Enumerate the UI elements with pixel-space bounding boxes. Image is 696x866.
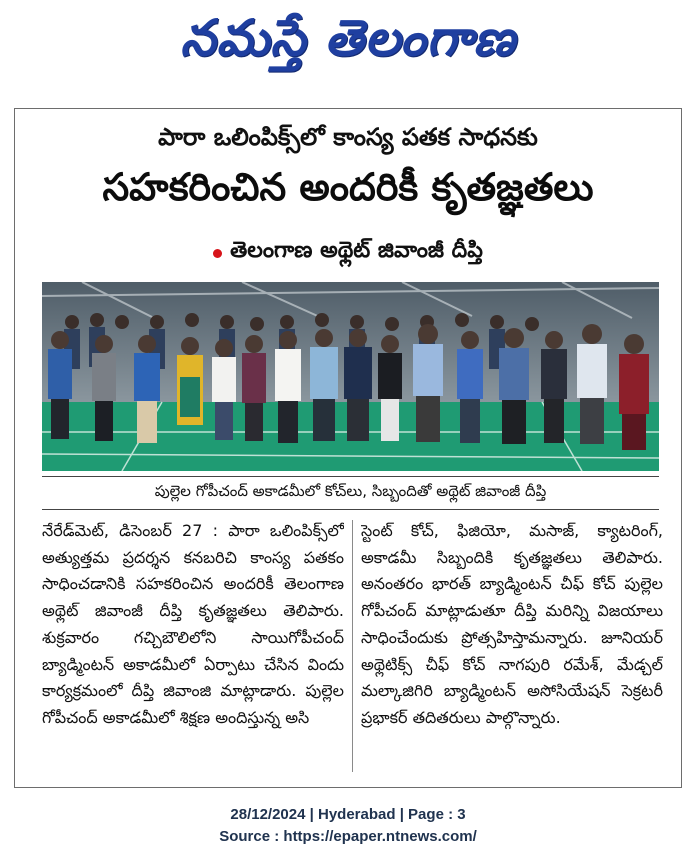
subhead-text: తెలంగాణ అథ్లెట్ జివాంజీ దీప్తి bbox=[230, 238, 483, 263]
newspaper-logo: నమస్తే తెలంగాణ bbox=[180, 8, 516, 67]
footer-source-line: Source : https://epaper.ntnews.com/ bbox=[219, 828, 477, 845]
photo-caption: పుల్లెల గోపీచంద్ అకాడమీలో కోచ్‌లు, సిబ్బందితో అథ్లెట్ జివాంజీ దీప్తి bbox=[42, 476, 659, 510]
group-photo bbox=[42, 282, 659, 471]
article-column-right: స్టెంట్ కోచ్, ఫిజియో, మసాజ్, క్యాటరింగ్, అకాడమీ సిబ్బందికి కృతజ్ఞతలు తెలిపారు. అనంతరం భారత్ బ్యాడ్మింటన్ చీఫ్ కోచ్ పుల్లెల గోపీచంద్ మాట్లాడుతూ దీప్తి మరిన్ని విజయాలు సాధించేందుకు ప్రోత్సహిస్తామన్నారు. జూనియర్ అథ్లెటిక్స్ చీఫ్ కోచ్ నాగపురి రమేశ్, మేడ్చల్ మల్కాజిగిరి బ్యాడ్మింటన్ అసోసియేషన్ సెక్రటరీ ప్రభాకర్ తదితరులు పాల్గొన్నారు. bbox=[361, 521, 663, 727]
group-photo-illustration bbox=[42, 282, 659, 471]
masthead bbox=[0, 0, 696, 88]
footer-date-line: 28/12/2024 | Hyderabad | Page : 3 bbox=[230, 806, 466, 823]
article-headline: సహకరించిన అందరికీ కృతజ్ఞతలు bbox=[102, 165, 594, 209]
article-kicker: పారా ఒలింపిక్స్‌లో కాంస్య పతక సాధనకు bbox=[158, 123, 538, 151]
article-subhead bbox=[0, 238, 696, 268]
column-divider bbox=[352, 520, 353, 772]
article-column-left: నేరేడ్‌మెట్, డిసెంబర్ 27 : పారా ఒలింపిక్స్‌లో అత్యుత్తమ ప్రదర్శన కనబరిచి కాంస్య పతకం సాధించడానికి సహకరించిన అందరికీ తెలంగాణ అథ్లెట్ జివాంజీ దీప్తి కృతజ్ఞతలు తెలిపారు. శుక్రవారం గచ్చిబౌలిలోని సాయిగోపీచంద్ బ్యాడ్మింటన్ అకాడమీలో ఏర్పాటు చేసిన విందు కార్యక్రమంలో దీప్తి జివాంజి మాట్లాడారు. పుల్లెల గోపీచంద్ అకాడమీలో శిక్షణ అందిస్తున్న అసి bbox=[42, 521, 344, 727]
bullet-icon bbox=[213, 249, 222, 258]
